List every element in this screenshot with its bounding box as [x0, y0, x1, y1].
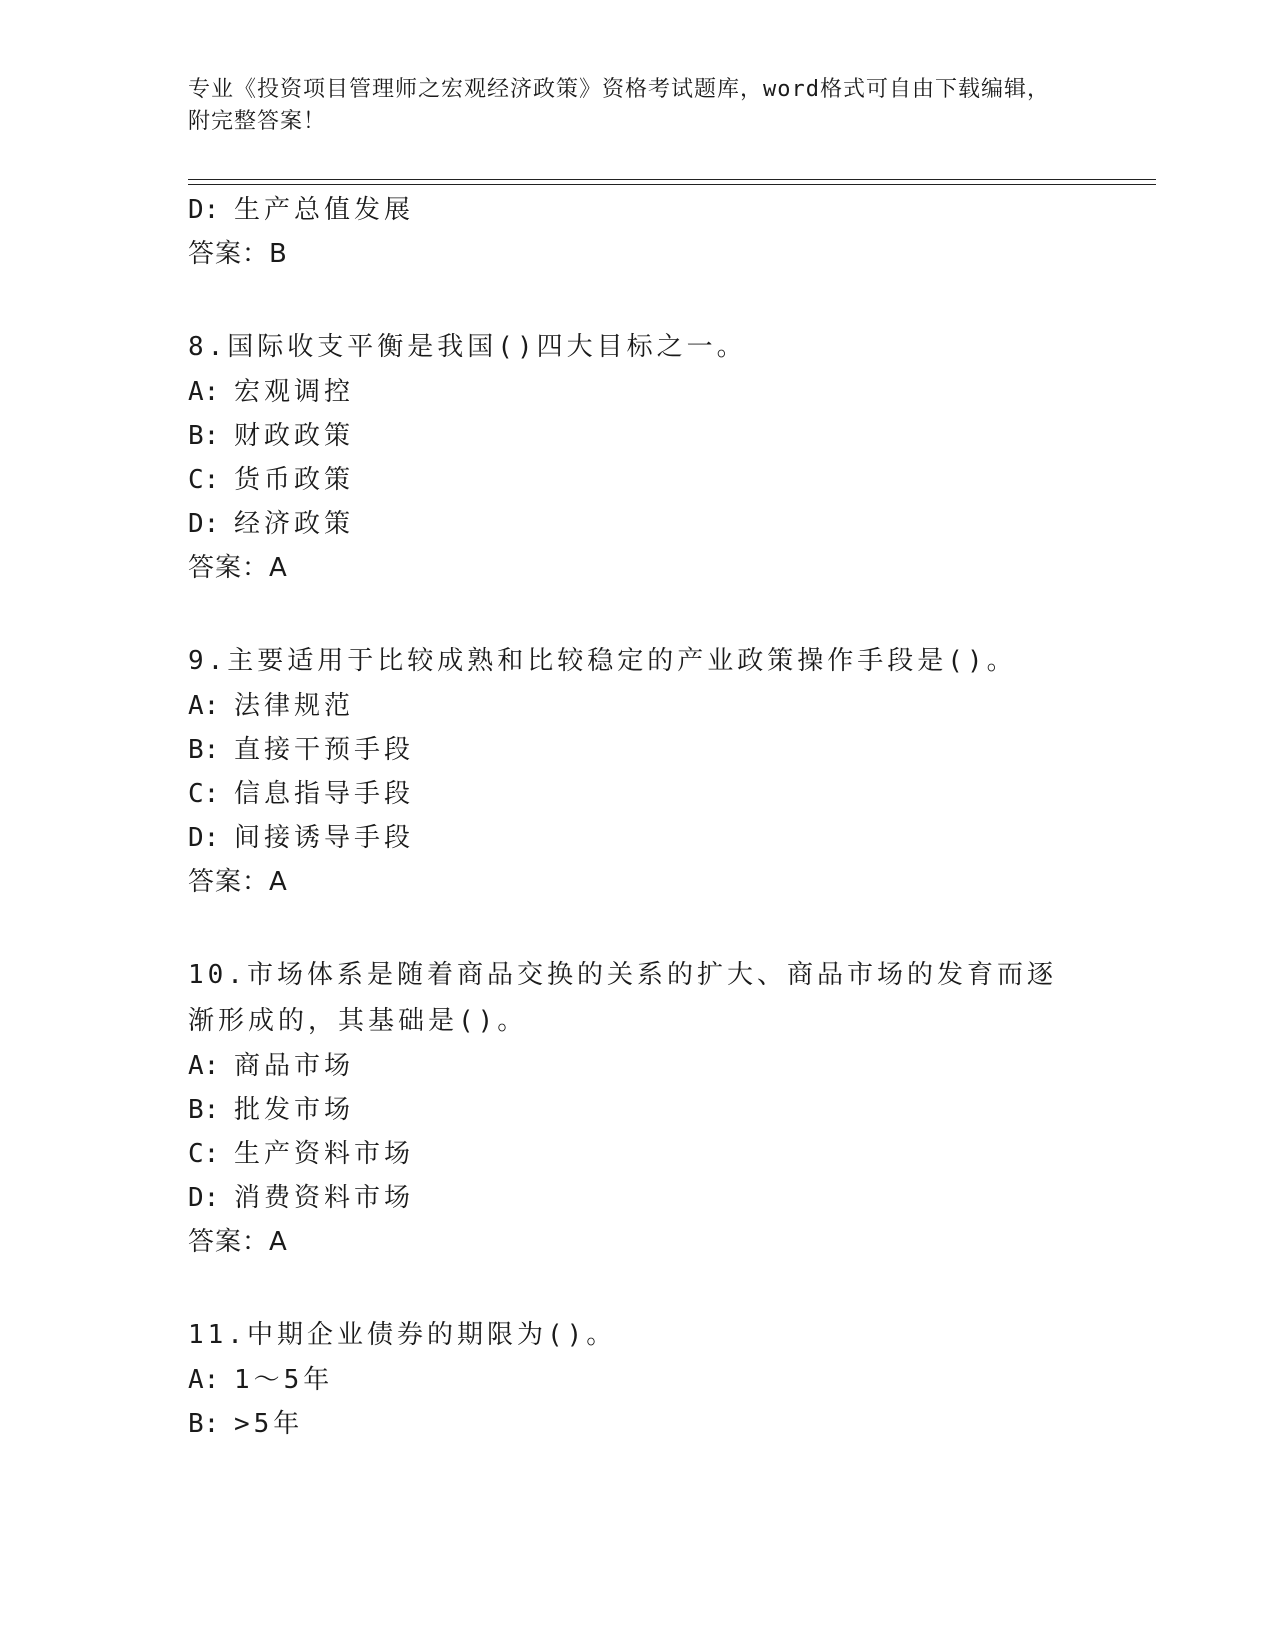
option-letter: D: [188, 823, 220, 853]
header-divider-bottom [188, 184, 1156, 185]
question-8-text: 8.国际收支平衡是我国()四大目标之一。 [188, 332, 747, 362]
spacer [188, 904, 1088, 952]
question-10-text: 10.市场体系是随着商品交换的关系的扩大、商品市场的发育而逐渐形成的，其基础是()。 [188, 960, 1057, 1036]
option-d [188, 188, 1088, 232]
option-text: 信息指导手段 [234, 779, 415, 809]
option-text: 货币政策 [234, 465, 355, 495]
option-letter: A: [188, 1051, 220, 1081]
option-letter: C: [188, 465, 220, 495]
option-text: 法律规范 [234, 691, 355, 721]
option-a [188, 684, 1088, 728]
option-d [188, 816, 1088, 860]
option-b [188, 414, 1088, 458]
option-text: 财政政策 [234, 421, 355, 451]
option-text: 1～5年 [234, 1365, 334, 1395]
spacer [188, 1264, 1088, 1312]
spacer [188, 276, 1088, 324]
option-d [188, 1176, 1088, 1220]
option-letter: B: [188, 1095, 220, 1125]
option-c [188, 772, 1088, 816]
option-a [188, 1044, 1088, 1088]
header-divider-top [188, 179, 1156, 180]
option-letter: B: [188, 1409, 220, 1439]
option-a [188, 1358, 1088, 1402]
option-letter: D: [188, 1183, 220, 1213]
option-letter: B: [188, 735, 220, 765]
option-letter: B: [188, 421, 220, 451]
option-text: >5年 [234, 1409, 304, 1439]
option-b [188, 728, 1088, 772]
document-header: 专业《投资项目管理师之宏观经济政策》资格考试题库，word格式可自由下载编辑，附完整答案！ [188, 77, 1050, 134]
option-letter: D: [188, 509, 220, 539]
answer-line: 答案：A [188, 1227, 288, 1257]
option-a [188, 370, 1088, 414]
option-letter: A: [188, 377, 220, 407]
option-letter: A: [188, 691, 220, 721]
option-letter: D: [188, 195, 220, 225]
option-text: 直接干预手段 [234, 735, 415, 765]
option-text: 宏观调控 [234, 377, 355, 407]
answer-line: 答案：A [188, 553, 288, 583]
question-9-text: 9.主要适用于比较成熟和比较稳定的产业政策操作手段是()。 [188, 646, 1017, 676]
spacer [188, 590, 1088, 638]
option-letter: C: [188, 1139, 220, 1169]
option-text: 经济政策 [234, 509, 355, 539]
answer-line: 答案：A [188, 867, 288, 897]
option-c [188, 1132, 1088, 1176]
option-text: 消费资料市场 [234, 1183, 415, 1213]
question-11-text: 11.中期企业债券的期限为()。 [188, 1320, 617, 1350]
option-c [188, 458, 1088, 502]
option-letter: A: [188, 1365, 220, 1395]
option-text: 生产资料市场 [234, 1139, 415, 1169]
option-letter: C: [188, 779, 220, 809]
option-b [188, 1088, 1088, 1132]
option-text: 生产总值发展 [234, 195, 415, 225]
option-text: 间接诱导手段 [234, 823, 415, 853]
option-text: 商品市场 [234, 1051, 355, 1081]
question-list [188, 188, 1088, 1446]
option-d [188, 502, 1088, 546]
option-text: 批发市场 [234, 1095, 355, 1125]
answer-line: 答案：B [188, 239, 288, 269]
option-b [188, 1402, 1088, 1446]
